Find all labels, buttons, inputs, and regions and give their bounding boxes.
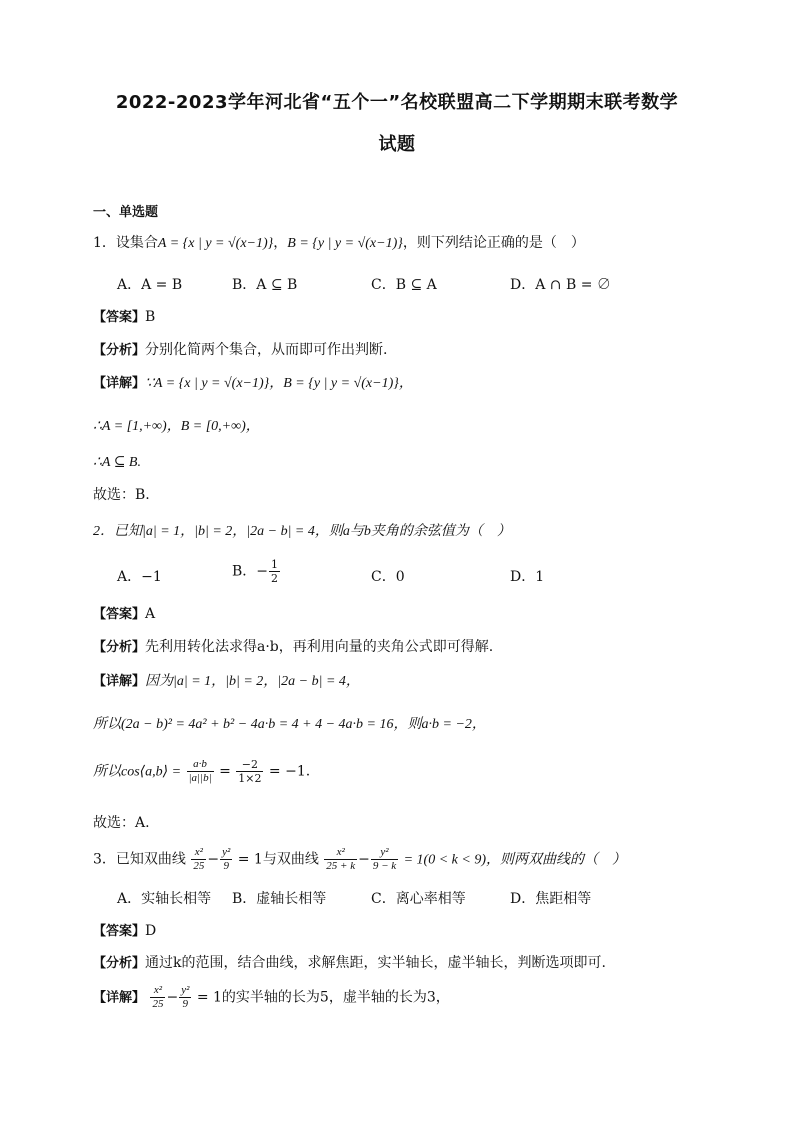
q1-option-d: D．A ∩ B = ∅ xyxy=(510,277,611,293)
q2-choice: 故选：A. xyxy=(93,815,150,831)
q1-option-b: B．A ⊆ B xyxy=(232,277,298,293)
question-2-stem: 2．已知|a| = 1，|b| = 2，|2a − b| = 4，则a与b夹角的余弦值为（ ） xyxy=(93,524,511,539)
page-title: 2022-2023学年河北省“五个一”名校联盟高二下学期期末联考数学 xyxy=(115,92,679,113)
q1-choice: 故选：B. xyxy=(93,487,150,503)
q2-analysis: 【分析】先利用转化法求得a·b，再利用向量的夹角公式即可得解. xyxy=(93,639,494,655)
question-1-stem: 1．设集合A = {x | y = √(x−1)}，B = {y | y = √(x−1)}，则下列结论正确的是（ ） xyxy=(93,235,585,251)
q3-analysis: 【分析】通过k的范围，结合曲线，求解焦距，实半轴长，虚半轴长，判断选项即可. xyxy=(93,955,606,971)
q2-detail: 【详解】因为|a| = 1，|b| = 2，|2a − b| = 4， xyxy=(93,674,360,689)
q1-option-a: A．A = B xyxy=(117,277,183,293)
q3-option-c: C．离心率相等 xyxy=(371,891,466,907)
q3-detail: 【详解】 $\frac{\text{x²}}{25}$ − $\frac{\text{y²}}{9}$ = 1的实半轴的长为5，虚半轴的长为3， xyxy=(93,984,450,1010)
q1-detail-3: ∴A ⊆ B. xyxy=(93,455,141,470)
q2-answer: 【答案】A xyxy=(93,606,156,622)
q2-option-a: A．−1 xyxy=(117,569,162,585)
q2-option-d: D．1 xyxy=(510,569,545,585)
q1-detail: 【详解】∵A = {x | y = √(x−1)}，B = {y | y = √(x−1)}， xyxy=(93,376,413,391)
q3-option-d: D．焦距相等 xyxy=(510,891,592,907)
q2-option-c: C．0 xyxy=(371,569,405,585)
section-heading: 一、单选题 xyxy=(93,205,159,220)
q1-detail-2: ∴A = [1,+∞)，B = [0,+∞)， xyxy=(93,419,260,434)
q2-option-b: B．− $\frac{1}{2}$ xyxy=(232,558,279,585)
question-3-stem: 3．已知双曲线 $\frac{\text{x²}}{25}$ − $\frac{\text{y²}}{9}$ = 1与双曲线 $\frac{\text{x²}}{25 + k}$ − $\frac{\text{y²}}{9 - k}$ = 1(0 < k < 9)，则两双曲线的（ ） xyxy=(93,846,626,872)
q1-option-c: C．B ⊆ A xyxy=(371,277,437,293)
q2-detail-3: 所以cos⟨a,b⟩ = $\frac{a\cdot b}{|a||b|}$ = $\frac{-2}{1\times 2}$ = −1. xyxy=(93,758,311,785)
q1-answer: 【答案】B xyxy=(93,309,156,325)
q2-detail-2: 所以(2a − b)² = 4a² + b² − 4a·b = 4 + 4 − 4a·b = 16，则a·b = −2， xyxy=(93,717,486,732)
q3-option-b: B．虚轴长相等 xyxy=(232,891,327,907)
page-title-cont: 试题 xyxy=(378,134,416,155)
q1-analysis: 【分析】分别化简两个集合，从而即可作出判断. xyxy=(93,342,388,358)
q3-option-a: A．实轴长相等 xyxy=(117,891,212,907)
q3-answer: 【答案】D xyxy=(93,923,157,939)
